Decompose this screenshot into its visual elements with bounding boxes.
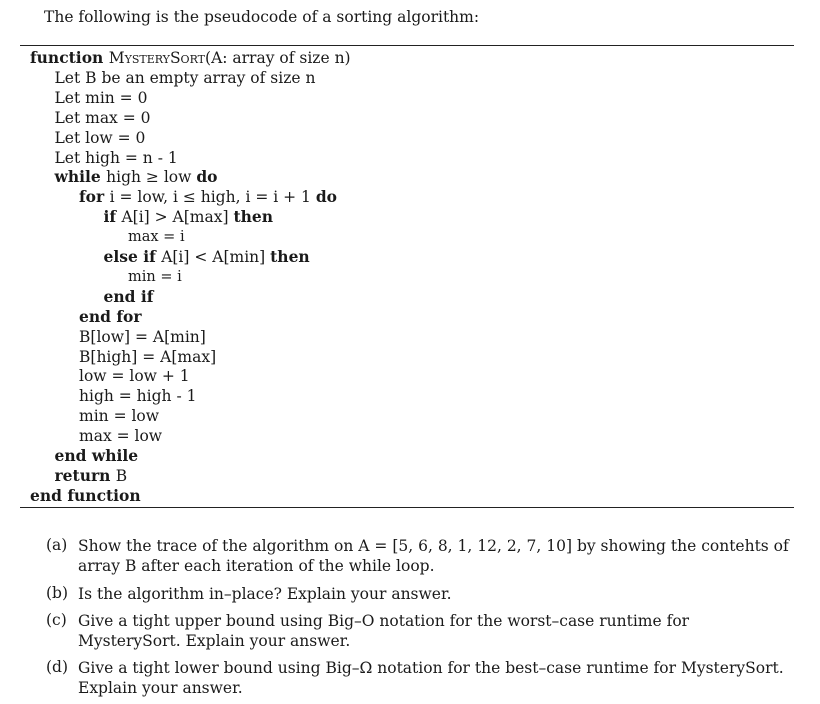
code-line bbox=[79, 307, 142, 327]
intro-text: The following is the pseudocode of a sorting algorithm: bbox=[44, 8, 480, 26]
code-line bbox=[55, 128, 146, 148]
code-text: max = low bbox=[79, 427, 163, 446]
code-line bbox=[79, 406, 159, 426]
code-keyword: while bbox=[54, 167, 107, 187]
code-line bbox=[55, 108, 151, 128]
question-label: (c) bbox=[46, 611, 67, 629]
code-text: max = i bbox=[128, 229, 185, 246]
code-text: MysterySort bbox=[108, 49, 206, 67]
code-text: Let low = 0 bbox=[54, 128, 146, 147]
code-keyword: do bbox=[315, 187, 338, 207]
code-text: Let min = 0 bbox=[54, 88, 148, 107]
code-text: B bbox=[115, 466, 128, 485]
code-line bbox=[79, 347, 216, 367]
code-text: A[i] > A[max] bbox=[121, 208, 234, 227]
code-line bbox=[79, 187, 337, 207]
code-line bbox=[79, 426, 162, 446]
code-text: B[low] = A[min] bbox=[79, 327, 206, 346]
code-keyword: end while bbox=[54, 446, 139, 465]
code-text: min = i bbox=[128, 268, 182, 285]
question-label: (a) bbox=[46, 536, 68, 554]
code-keyword: do bbox=[196, 167, 218, 187]
question-label: (d) bbox=[46, 658, 69, 676]
code-line bbox=[30, 48, 351, 68]
code-keyword: return bbox=[54, 465, 116, 485]
code-keyword: function bbox=[30, 48, 109, 67]
code-text: Let max = 0 bbox=[54, 108, 151, 127]
code-keyword: for bbox=[79, 187, 110, 207]
code-line bbox=[55, 148, 178, 168]
question-text: Give a tight upper bound using Big–O notation for the worst–case runtime for MysterySort. Explain your answer. bbox=[78, 612, 690, 650]
code-text: min = low bbox=[79, 407, 160, 426]
code-line bbox=[30, 486, 141, 506]
code-line bbox=[128, 267, 182, 287]
code-keyword: if bbox=[103, 207, 122, 227]
code-text: Let B be an empty array of size n bbox=[54, 68, 316, 87]
code-line bbox=[104, 287, 154, 307]
code-line bbox=[104, 207, 274, 227]
code-text: A[i] < A[min] bbox=[161, 248, 271, 266]
code-line bbox=[55, 167, 218, 187]
code-line bbox=[128, 227, 185, 247]
question-text: Show the trace of the algorithm on A = [5, 6, 8, 1, 12, 2, 7, 10] by showing the contehts of array B after each iteration of the while loop. bbox=[78, 537, 789, 575]
code-line bbox=[55, 68, 316, 88]
code-line bbox=[55, 88, 148, 108]
bottom-rule bbox=[20, 507, 794, 508]
code-keyword: else if bbox=[103, 247, 162, 266]
code-line bbox=[104, 247, 310, 267]
code-text: (A: array of size n) bbox=[205, 49, 351, 67]
code-line bbox=[79, 386, 196, 406]
code-keyword: end if bbox=[103, 286, 154, 306]
code-line bbox=[55, 446, 139, 466]
code-keyword: then bbox=[233, 207, 273, 227]
code-text: i = low, i ≤ high, i = i + 1 bbox=[109, 188, 316, 207]
code-keyword: then bbox=[270, 247, 310, 266]
code-text: Let high = n - 1 bbox=[54, 148, 178, 167]
code-text: high = high - 1 bbox=[79, 387, 197, 406]
code-line bbox=[79, 327, 206, 347]
code-text: low = low + 1 bbox=[79, 367, 190, 386]
code-line bbox=[55, 466, 128, 486]
code-keyword: end for bbox=[79, 306, 142, 326]
code-line bbox=[79, 366, 190, 386]
code-text: high ≥ low bbox=[106, 168, 197, 187]
top-rule bbox=[20, 45, 794, 46]
question-label: (b) bbox=[46, 584, 69, 602]
code-keyword: end function bbox=[30, 485, 141, 505]
question-text: Give a tight lower bound using Big–Ω notation for the best–case runtime for MysterySort. Explain your answer. bbox=[78, 659, 784, 697]
code-text: B[high] = A[max] bbox=[79, 347, 217, 366]
question-text: Is the algorithm in–place? Explain your answer. bbox=[78, 585, 452, 603]
